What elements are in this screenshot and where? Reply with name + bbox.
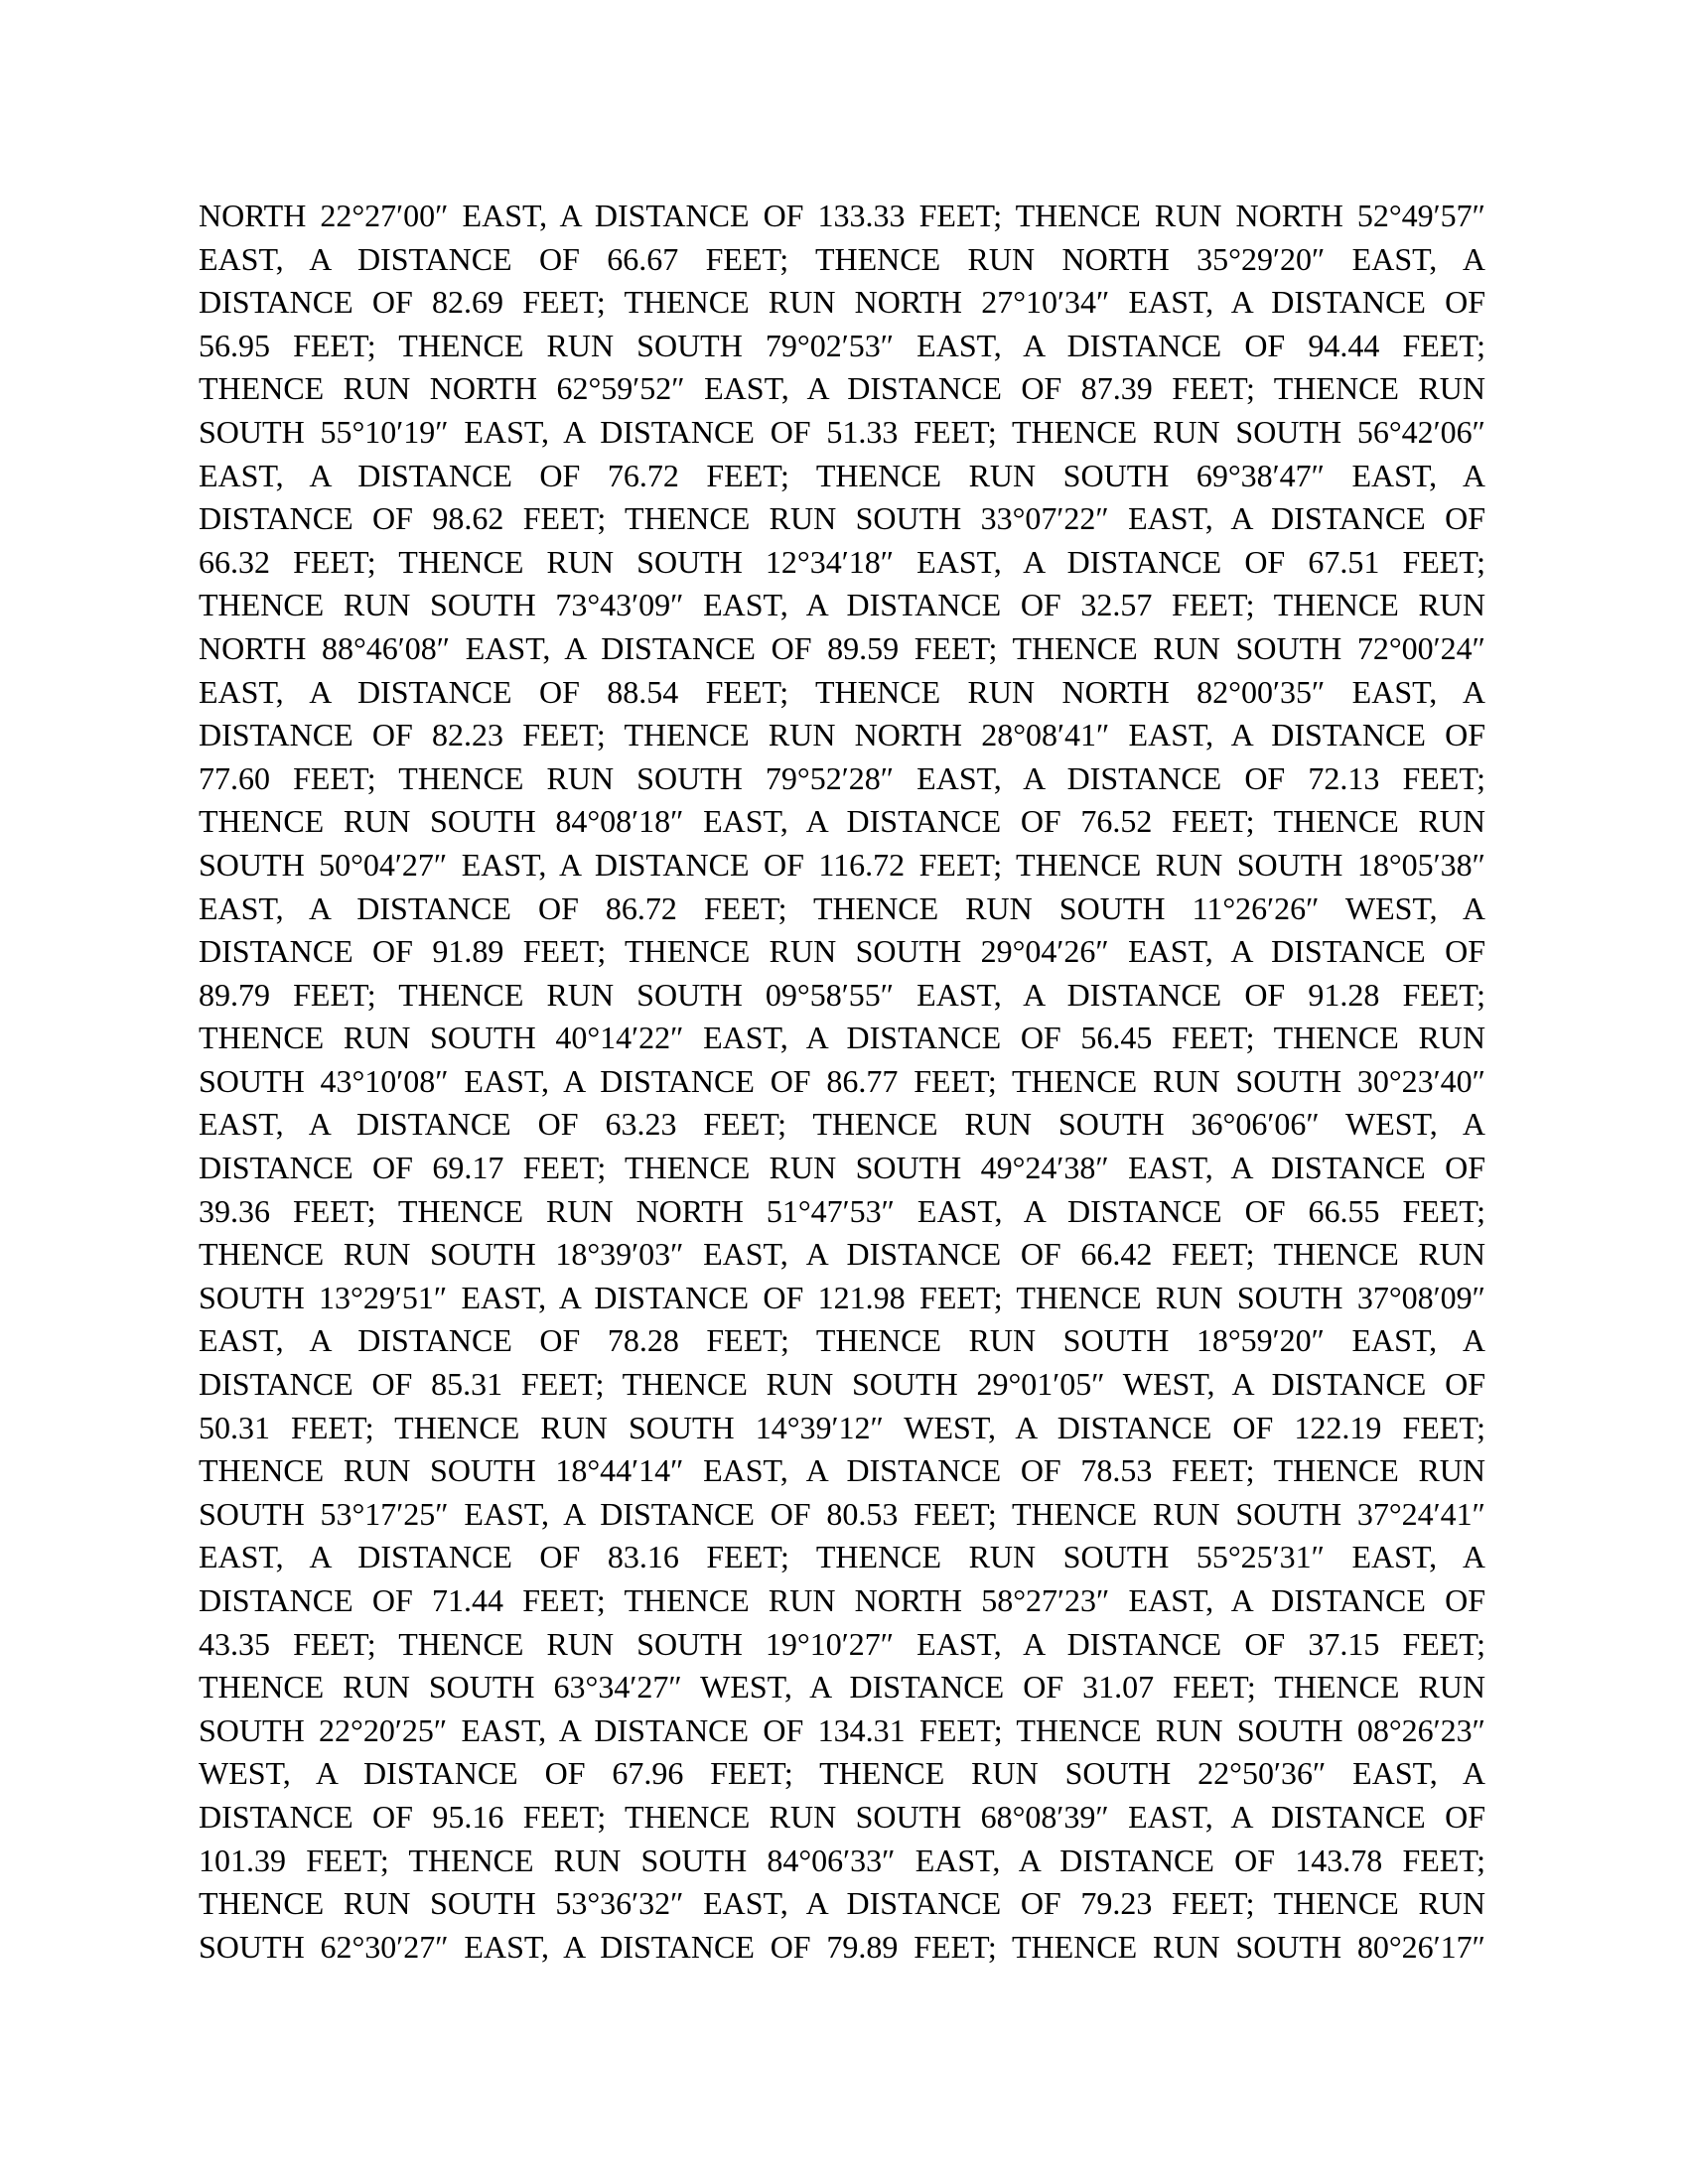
text-line-2: EAST, A DISTANCE OF 66.67 FEET; THENCE RUN NORTH 35°29′20″ EAST, A (199, 240, 1485, 277)
text-line-30: THENCE RUN SOUTH 18°44′14″ EAST, A DISTANCE OF 78.53 FEET; THENCE RUN (199, 1452, 1485, 1489)
text-line-9: 66.32 FEET; THENCE RUN SOUTH 12°34′18″ EAST, A DISTANCE OF 67.51 FEET; (199, 543, 1485, 580)
text-line-29: 50.31 FEET; THENCE RUN SOUTH 14°39′12″ WEST, A DISTANCE OF 122.19 FEET; (199, 1409, 1485, 1445)
text-line-40: THENCE RUN SOUTH 53°36′32″ EAST, A DISTANCE OF 79.23 FEET; THENCE RUN (199, 1885, 1485, 1922)
text-line-31: SOUTH 53°17′25″ EAST, A DISTANCE OF 80.53 FEET; THENCE RUN SOUTH 37°24′41″ (199, 1495, 1485, 1532)
text-line-13: DISTANCE OF 82.23 FEET; THENCE RUN NORTH 28°08′41″ EAST, A DISTANCE OF (199, 717, 1485, 753)
text-line-23: DISTANCE OF 69.17 FEET; THENCE RUN SOUTH 49°24′38″ EAST, A DISTANCE OF (199, 1150, 1485, 1186)
text-line-34: 43.35 FEET; THENCE RUN SOUTH 19°10′27″ EAST, A DISTANCE OF 37.15 FEET; (199, 1625, 1485, 1662)
text-line-24: 39.36 FEET; THENCE RUN NORTH 51°47′53″ EAST, A DISTANCE OF 66.55 FEET; (199, 1192, 1485, 1229)
text-line-41: SOUTH 62°30′27″ EAST, A DISTANCE OF 79.89 FEET; THENCE RUN SOUTH 80°26′17″ (199, 1928, 1485, 1965)
text-line-3: DISTANCE OF 82.69 FEET; THENCE RUN NORTH 27°10′34″ EAST, A DISTANCE OF (199, 284, 1485, 321)
text-line-28: DISTANCE OF 85.31 FEET; THENCE RUN SOUTH 29°01′05″ WEST, A DISTANCE OF (199, 1366, 1485, 1403)
text-line-33: DISTANCE OF 71.44 FEET; THENCE RUN NORTH 58°27′23″ EAST, A DISTANCE OF (199, 1582, 1485, 1618)
text-line-38: DISTANCE OF 95.16 FEET; THENCE RUN SOUTH 68°08′39″ EAST, A DISTANCE OF (199, 1798, 1485, 1835)
text-line-1: NORTH 22°27′00″ EAST, A DISTANCE OF 133.33 FEET; THENCE RUN NORTH 52°49′57″ (199, 198, 1485, 233)
legal-description-text (199, 195, 1485, 1969)
text-line-10: THENCE RUN SOUTH 73°43′09″ EAST, A DISTANCE OF 32.57 FEET; THENCE RUN (199, 587, 1485, 623)
text-line-37: WEST, A DISTANCE OF 67.96 FEET; THENCE RUN SOUTH 22°50′36″ EAST, A (199, 1755, 1485, 1792)
text-line-5: THENCE RUN NORTH 62°59′52″ EAST, A DISTANCE OF 87.39 FEET; THENCE RUN (199, 370, 1485, 407)
text-line-14: 77.60 FEET; THENCE RUN SOUTH 79°52′28″ EAST, A DISTANCE OF 72.13 FEET; (199, 759, 1485, 796)
text-line-39: 101.39 FEET; THENCE RUN SOUTH 84°06′33″ EAST, A DISTANCE OF 143.78 FEET; (199, 1842, 1485, 1878)
text-line-25: THENCE RUN SOUTH 18°39′03″ EAST, A DISTANCE OF 66.42 FEET; THENCE RUN (199, 1236, 1485, 1273)
text-line-27: EAST, A DISTANCE OF 78.28 FEET; THENCE RUN SOUTH 18°59′20″ EAST, A (199, 1322, 1485, 1359)
text-line-12: EAST, A DISTANCE OF 88.54 FEET; THENCE RUN NORTH 82°00′35″ EAST, A (199, 673, 1485, 710)
text-line-19: 89.79 FEET; THENCE RUN SOUTH 09°58′55″ EAST, A DISTANCE OF 91.28 FEET; (199, 976, 1485, 1013)
text-line-4: 56.95 FEET; THENCE RUN SOUTH 79°02′53″ EAST, A DISTANCE OF 94.44 FEET; (199, 327, 1485, 363)
text-line-6: SOUTH 55°10′19″ EAST, A DISTANCE OF 51.33 FEET; THENCE RUN SOUTH 56°42′06″ (199, 413, 1485, 450)
text-line-17: EAST, A DISTANCE OF 86.72 FEET; THENCE RUN SOUTH 11°26′26″ WEST, A (199, 889, 1485, 926)
text-line-8: DISTANCE OF 98.62 FEET; THENCE RUN SOUTH 33°07′22″ EAST, A DISTANCE OF (199, 500, 1485, 537)
text-line-15: THENCE RUN SOUTH 84°08′18″ EAST, A DISTANCE OF 76.52 FEET; THENCE RUN (199, 803, 1485, 840)
text-line-16: SOUTH 50°04′27″ EAST, A DISTANCE OF 116.72 FEET; THENCE RUN SOUTH 18°05′38″ (199, 846, 1485, 883)
text-line-21: SOUTH 43°10′08″ EAST, A DISTANCE OF 86.77 FEET; THENCE RUN SOUTH 30°23′40″ (199, 1062, 1485, 1099)
text-line-32: EAST, A DISTANCE OF 83.16 FEET; THENCE RUN SOUTH 55°25′31″ EAST, A (199, 1539, 1485, 1575)
text-line-11: NORTH 88°46′08″ EAST, A DISTANCE OF 89.59 FEET; THENCE RUN SOUTH 72°00′24″ (199, 629, 1485, 666)
text-line-36: SOUTH 22°20′25″ EAST, A DISTANCE OF 134.31 FEET; THENCE RUN SOUTH 08°26′23″ (199, 1711, 1485, 1748)
text-line-35: THENCE RUN SOUTH 63°34′27″ WEST, A DISTANCE OF 31.07 FEET; THENCE RUN (199, 1669, 1485, 1706)
text-line-20: THENCE RUN SOUTH 40°14′22″ EAST, A DISTANCE OF 56.45 FEET; THENCE RUN (199, 1020, 1485, 1056)
text-line-26: SOUTH 13°29′51″ EAST, A DISTANCE OF 121.98 FEET; THENCE RUN SOUTH 37°08′09″ (199, 1279, 1485, 1315)
text-line-7: EAST, A DISTANCE OF 76.72 FEET; THENCE RUN SOUTH 69°38′47″ EAST, A (199, 457, 1485, 493)
text-line-18: DISTANCE OF 91.89 FEET; THENCE RUN SOUTH 29°04′26″ EAST, A DISTANCE OF (199, 933, 1485, 970)
text-line-22: EAST, A DISTANCE OF 63.23 FEET; THENCE RUN SOUTH 36°06′06″ WEST, A (199, 1106, 1485, 1143)
